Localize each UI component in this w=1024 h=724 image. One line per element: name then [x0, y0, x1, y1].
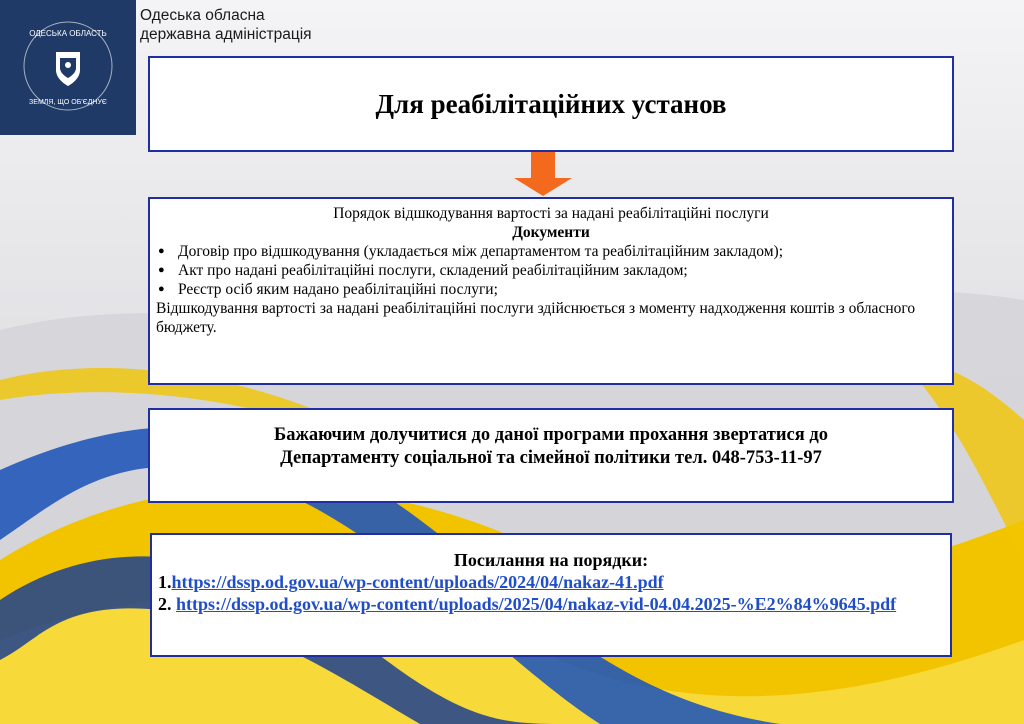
emblem-ring-text-top: ОДЕСЬКА ОБЛАСТЬ — [29, 29, 107, 38]
order-link-2[interactable]: https://dssp.od.gov.ua/wp-content/uploads/2025/04/nakaz-vid-04.04.2025-%E2%84%9645.pdf — [176, 594, 897, 614]
documents-heading: Документи — [512, 224, 590, 241]
order-link-1[interactable]: https://dssp.od.gov.ua/wp-content/uploads/2024/04/nakaz-41.pdf — [171, 572, 664, 592]
region-emblem-icon — [0, 0, 136, 135]
contact-box — [148, 408, 954, 503]
link-row-2 — [158, 593, 944, 615]
list-item-text: Реєстр осіб яким надано реабілітаційні послуги; — [178, 281, 498, 298]
list-item — [156, 280, 946, 299]
link-number: 2. — [158, 594, 176, 614]
arrow-down-icon — [514, 152, 572, 196]
bullet-icon: ● — [158, 283, 165, 295]
list-item — [156, 242, 946, 261]
bullet-icon: ● — [158, 264, 165, 276]
link-number: 1. — [158, 572, 172, 592]
procedure-heading: Порядок відшкодування вартості за надані реабілітаційні послуги — [333, 205, 769, 222]
procedure-box — [148, 197, 954, 385]
title-box — [148, 56, 954, 152]
bullet-icon: ● — [158, 245, 165, 257]
contact-line2: Департаменту соціальної та сімейної політики тел. 048-753-11-97 — [280, 448, 822, 468]
org-name-line1: Одеська обласна — [140, 7, 265, 24]
page-title: Для реабілітаційних установ — [375, 88, 727, 119]
list-item-text: Акт про надані реабілітаційні послуги, складений реабілітаційним закладом; — [178, 262, 688, 279]
organization-name — [140, 6, 312, 44]
link-row-1 — [158, 571, 944, 593]
links-heading: Посилання на порядки: — [453, 550, 649, 570]
list-item — [156, 261, 946, 280]
list-item-text: Договір про відшкодування (укладається між департаментом та реабілітаційним закладом); — [178, 243, 784, 260]
documents-list — [156, 242, 946, 299]
org-name-line2: державна адміністрація — [140, 26, 312, 43]
region-logo-block — [0, 0, 136, 135]
procedure-note: Відшкодування вартості за надані реабілітаційні послуги здійснюється з моменту надходження коштів з обласного бюджету. — [156, 300, 916, 336]
emblem-ring-text-bottom: ЗЕМЛЯ, ЩО ОБ'ЄДНУЄ — [29, 99, 107, 106]
links-box — [150, 533, 952, 657]
contact-line1: Бажаючим долучитися до даної програми прохання звертатися до — [273, 425, 829, 445]
